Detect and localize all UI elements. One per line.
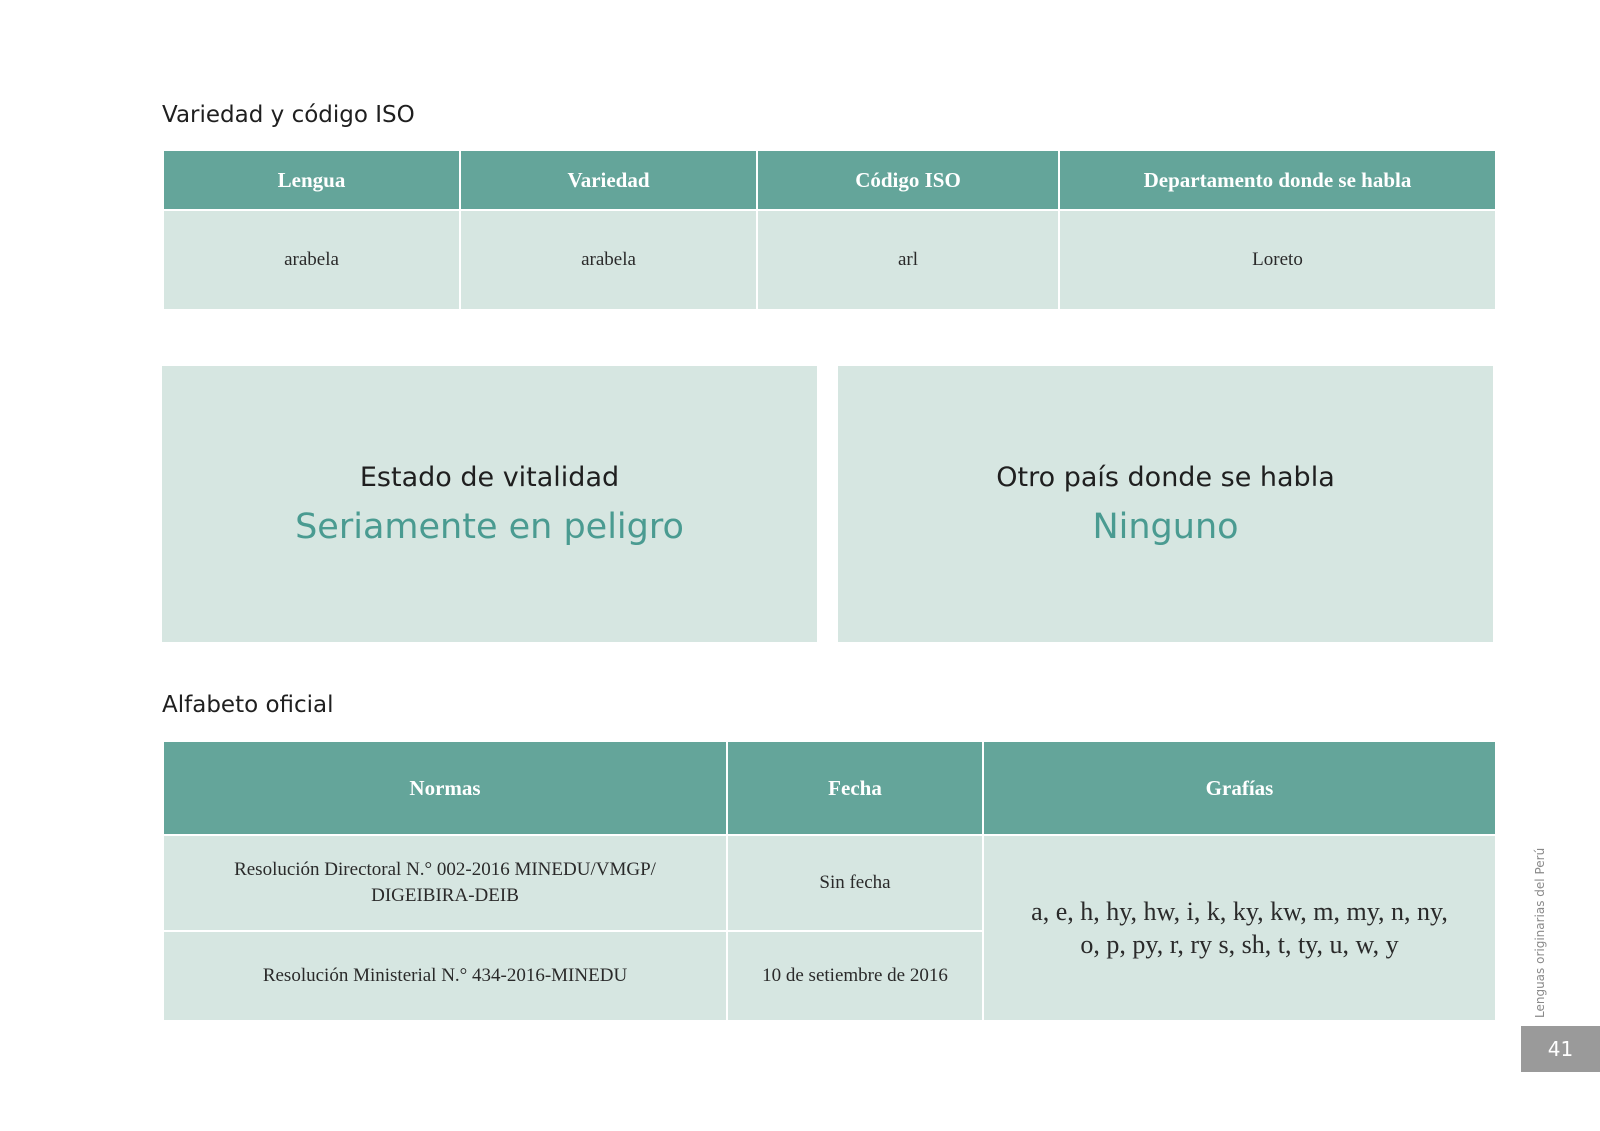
cell-lengua: arabela (163, 210, 460, 310)
page-number: 41 (1521, 1026, 1600, 1072)
header-departamento: Departamento donde se habla (1059, 150, 1496, 210)
side-running-title: Lenguas originarias del Perú (1533, 847, 1547, 1018)
vitality-panel (162, 366, 817, 642)
header-normas: Normas (163, 741, 727, 835)
table-header-row (163, 150, 1496, 210)
table-row (163, 835, 1496, 931)
alfabeto-table (162, 740, 1497, 1022)
cell-grafias: a, e, h, hy, hw, i, k, ky, kw, m, my, n, ny, o, p, py, r, ry s, sh, t, ty, u, w, y (983, 835, 1496, 1021)
vitality-value: Seriamente en peligro (295, 506, 684, 547)
header-codigo-iso: Código ISO (757, 150, 1059, 210)
header-lengua: Lengua (163, 150, 460, 210)
variedad-table (162, 149, 1497, 311)
other-country-panel (838, 366, 1493, 642)
header-grafias: Grafías (983, 741, 1496, 835)
cell-norma-2: Resolución Ministerial N.° 434-2016-MINEDU (163, 931, 727, 1021)
cell-variedad: arabela (460, 210, 757, 310)
section-title-alfabeto: Alfabeto oficial (162, 692, 334, 718)
section-title-variedad: Variedad y código ISO (162, 102, 415, 128)
other-country-value: Ninguno (1092, 506, 1239, 547)
cell-fecha-2: 10 de setiembre de 2016 (727, 931, 983, 1021)
cell-norma-1: Resolución Directoral N.° 002-2016 MINEDU/VMGP/ DIGEIBIRA-DEIB (163, 835, 727, 931)
table-header-row (163, 741, 1496, 835)
header-fecha: Fecha (727, 741, 983, 835)
vitality-label: Estado de vitalidad (359, 461, 620, 493)
table-row (163, 210, 1496, 310)
other-country-label: Otro país donde se habla (996, 461, 1335, 493)
cell-departamento: Loreto (1059, 210, 1496, 310)
header-variedad: Variedad (460, 150, 757, 210)
cell-fecha-1: Sin fecha (727, 835, 983, 931)
cell-codigo-iso: arl (757, 210, 1059, 310)
